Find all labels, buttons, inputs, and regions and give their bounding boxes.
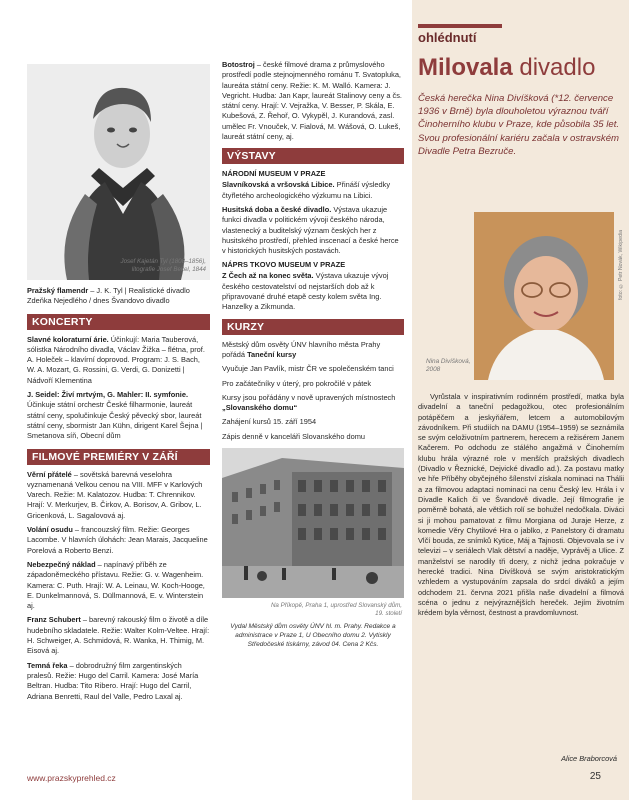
film-title: Franz Schubert	[27, 615, 81, 625]
exhibition-title: Husitská doba a české divadlo.	[222, 204, 332, 214]
course-text: Kursy jsou pořádány v nově upravených místnostech	[222, 392, 396, 402]
film-title: Věrní přátelé	[27, 469, 72, 479]
portrait-drawing	[474, 212, 614, 380]
concert-text: Účinkují: Maria Tauberová, sólistka Národního divadla, Václav Žižka – flétna, prof. A. Holeček – klavírní doprovod. Program: J. S. Bach, W. A. Mozart, G. Rossini, G. Verdi, G. Donizetti | Nádvoří Klementina	[27, 334, 205, 385]
exhibition-text: Výstava ukazuje vývoj českého cestovatelství od nejstarších dob až k připravované druhé etapě cesty kolem světa Ing. Hanzelky a Zikmunda.	[222, 271, 389, 312]
film-item	[27, 615, 210, 656]
street-caption-line-2: 19. století	[375, 610, 402, 618]
page-number: 25	[589, 771, 601, 782]
author-name: Alice Braborcová	[561, 754, 617, 763]
film-text: – barevný rakouský film o životě a díle hudebního skladatele. Režie: Walter Kolm-Veltee. Hrají: H. Schweiger, A. Schmidová, R. Wanka, H. Thimig, M. Eisová aj.	[27, 615, 210, 656]
middle-column	[222, 60, 404, 650]
concert-title: Slavné koloraturní árie.	[27, 334, 109, 344]
films-heading: FILMOVÉ PREMIÉRY V ZÁŘÍ	[27, 449, 210, 465]
exhibitions-heading: VÝSTAVY	[222, 148, 404, 164]
film-item	[27, 560, 210, 611]
concerts-heading: KONCERTY	[27, 314, 210, 330]
headline-light: divadlo	[512, 54, 596, 81]
feature-headline	[418, 54, 595, 82]
naprstek-museum-heading: NÁPRS TKOVO MUSEUM V PRAZE	[222, 260, 346, 270]
left-column	[27, 64, 210, 706]
tyl-caption-line-2: litografie Josef Bekel, 1844	[131, 266, 206, 273]
film-text: – napínavý příběh ze západoněmeckého přístavu. Režie: G. v. Wagenheim. Kamera: C. Puth. Hrají: W. A. Leinau, W. Koch-Hooge, E. Dunkelmannová, S. Düllmannová, E. v. Winterstein aj.	[27, 559, 205, 611]
intro-text: – J. K. Tyl | Realistické divadlo Zdeňka Nejedlého / dnes Švandovo divadlo	[27, 286, 190, 306]
street-photo-caption	[271, 602, 402, 618]
course-line	[222, 340, 404, 361]
film-text: – sovětská barevná veselohra vyznamenaná Velkou cenou na VIII. MFF v Karlových Varech. Režie: M. Kalatozov. Hudba: T. Chrennikov. Hrají: V. Merkurjev, B. Čirkov, A. Borisov, A. Gribov, L. Gricenková, L. Sagalovová aj.	[27, 469, 203, 520]
headline-bold: Milovala	[418, 54, 513, 81]
rubric-label: ohlédnutí	[418, 30, 477, 45]
film-title: Nebezpečný náklad	[27, 559, 96, 569]
street-photo-drawing	[222, 448, 404, 598]
film-text: – české filmové drama z průmyslového prostředí podle stejnojmenného románu T. Svatopluka, laureáta státní ceny. Režie: K. M. Walló. Kamera: J. Vegricht. Hudba: Jan Kapr, laureát Stalinovy ceny a čs. státní ceny. Hrají: V. Vejražka, V. Besser, P. Skála, E. Kubešová, Z. Řehoř, O. Vykypěl, J. Kurandová, zasl. umělec Fr. Vnouček, V. Fialová, M. Wášová, O. Lukeš, laureát státní ceny, aj.	[222, 60, 402, 142]
film-item	[27, 661, 210, 702]
exhibition-item	[222, 271, 404, 312]
tyl-portrait-drawing	[27, 64, 210, 280]
film-text: – francouzský film. Režie: Georges Lacombe. V hlavních úlohách: Jean Marais, Jacqueline Porelová a Roberto Benzi.	[27, 525, 208, 555]
rubric-bar	[418, 24, 502, 28]
exhibition-title: Slavníkovská a vršovská Libice.	[222, 180, 335, 190]
feature-lead: Česká herečka Nina Divíšková (*12. července 1936 v Brně) byla dlouholetou výraznou tváří Činoherního klubu v Praze, kde působila 35 let. Svou profesionální kariéru začala v ostravském Divadle Petra Bezruče.	[418, 93, 620, 157]
feature-body: Vyrůstala v inspirativním rodinném prostředí, matka byla divadelní a taneční pedagožkou, otec profesionálním potápěčem a jeskyňářem, letcem a automobilovým závodníkem. Při studiích na DAMU (1954–1959) se seznámila se svým celoživotním partnerem, herecem a režisérem Janem Kačerem. Po odchodu ze stálého angažmá v Činoherním klubu hrála výrazné role v menších pražských divadlech (Divadlo v Řeznické, Dejvické divadlo ad.). Za postavu matky ve hře Příběhy obyčejného šílenství získala nominaci na Thálii a za filmovou adaptaci nominaci na cenu Český lev. Hrála i v Divadle Kalich či ve Švandově divadle. Její filmografie je poměrně bohatá, ale většich rolí se bohužel nedočkala. Diváci si ji mohou pamatovat z filmu Morgiana od Juraje Herze, z komedie Věry Chytilové Hra o jablko, z Panelstory či dramatu Vlčí bouda, ze snímků Kytice, Máj a Tajnosti. Objevovala se i v televizi – v seriálech Vlak dětství a naděje, Vyprávěj a Ulice. Z manželství se narodily tři dcery, z nichž jedna pokračuje v herecké tradici. Nina Divíšková se svým aristokratickým vzhledem a vystupováním zapsala do srdcí diváků a jejím odchodem 21. června 2021 přišla naše divadelní a filmová scéna o jednu z nejvýraznějších hereček. Jejím životním krédem byla věrnost, čestnost a pravdomluvnost.	[418, 392, 624, 618]
exhibition-title: Z Čech až na konec světa.	[222, 271, 314, 281]
course-line: Zahájení kursů 15. září 1954	[222, 417, 317, 427]
film-title: Temná řeka	[27, 660, 68, 670]
national-museum-heading: NÁRODNÍ MUSEUM V PRAZE	[222, 169, 326, 179]
photo-credit: foto: © Petr Novák, Wikipedia	[618, 230, 624, 301]
intro-title: Pražský flamendr	[27, 286, 89, 295]
tyl-portrait-image	[27, 64, 210, 280]
course-line: Pro začátečníky v úterý, pro pokročilé v pátek	[222, 378, 372, 388]
portrait-caption	[426, 358, 470, 374]
footer-website-link[interactable]: www.prazskyprehled.cz	[27, 773, 116, 783]
film-title: Botostroj	[222, 60, 255, 69]
course-line: Zápis denně v kanceláři Slovanského domu	[222, 431, 365, 441]
divisková-portrait-image	[474, 212, 614, 380]
course-line	[222, 393, 404, 414]
film-item	[222, 60, 404, 142]
tyl-photo-caption	[120, 258, 206, 274]
intro-paragraph	[27, 286, 210, 307]
tyl-caption-line-1: Josef Kajetán Tyl (1808–1856),	[120, 258, 206, 265]
course-bold: Taneční kursy	[247, 349, 297, 359]
course-line: Vyučuje Jan Pavlík, mistr ČR ve společenském tanci	[222, 364, 394, 374]
film-item	[27, 470, 210, 521]
exhibition-text: Výstava ukazuje funkci divadla v politickém vývoji českého národa, vlastenecký a buditelský význam českých her z husitského prostředí, přehled inscenací a české herce v historických husitských postavách.	[222, 204, 399, 256]
exhibition-item	[222, 180, 404, 201]
exhibition-item	[222, 205, 404, 256]
concert-item	[27, 390, 210, 441]
feature-sidebar	[412, 0, 629, 800]
film-title: Volání osudu	[27, 525, 73, 535]
street-photo	[222, 448, 404, 618]
course-bold: „Slovanského domu“	[222, 403, 298, 413]
portrait-caption-line-1: Nina Divíšková,	[426, 358, 471, 365]
concert-title: J. Seidel: Živí mrtvým, G. Mahler: II. symfonie.	[27, 390, 188, 400]
portrait-caption-line-2: 2008	[426, 366, 441, 373]
concert-text: Účinkuje státní orchestr České filharmonie, laureát státní ceny, spolučinkuje Český pěvecký sbor, laureát státní ceny, sbormistr Jan Kühn, dirigent Karel Šejna | Smetanova síň, Obecní dům	[27, 400, 203, 441]
course-text: Městský dům osvěty ÚNV hlavního města Prahy pořádá	[222, 339, 381, 359]
film-text: – dobrodružný film zargentinských pralesů. Režie: Hugo del Carril. Kamera: José María Beltran. Hudba: Tito Ribero. Hrají: Hugo del Carril, Adriana Benretti, Raul del Valle, Pedro Laxal aj.	[27, 660, 199, 701]
imprint-text: Vydal Městský dům osvěty ÚNV hl. m. Prahy. Redakce a administrace v Praze 1, U Obecního domu 2. Vytiskly Středočeské tiskárny, závod 04. Cena 2 Kčs.	[230, 623, 396, 649]
concert-item	[27, 335, 210, 386]
exhibition-text: Přináší výsledky čtyřletého archeologického výzkumu na Libici.	[222, 180, 391, 200]
courses-heading: KURZY	[222, 319, 404, 335]
street-caption-line-1: Na Příkopě, Praha 1, uprostřed Slovanský dům,	[270, 602, 402, 610]
film-item	[27, 525, 210, 556]
